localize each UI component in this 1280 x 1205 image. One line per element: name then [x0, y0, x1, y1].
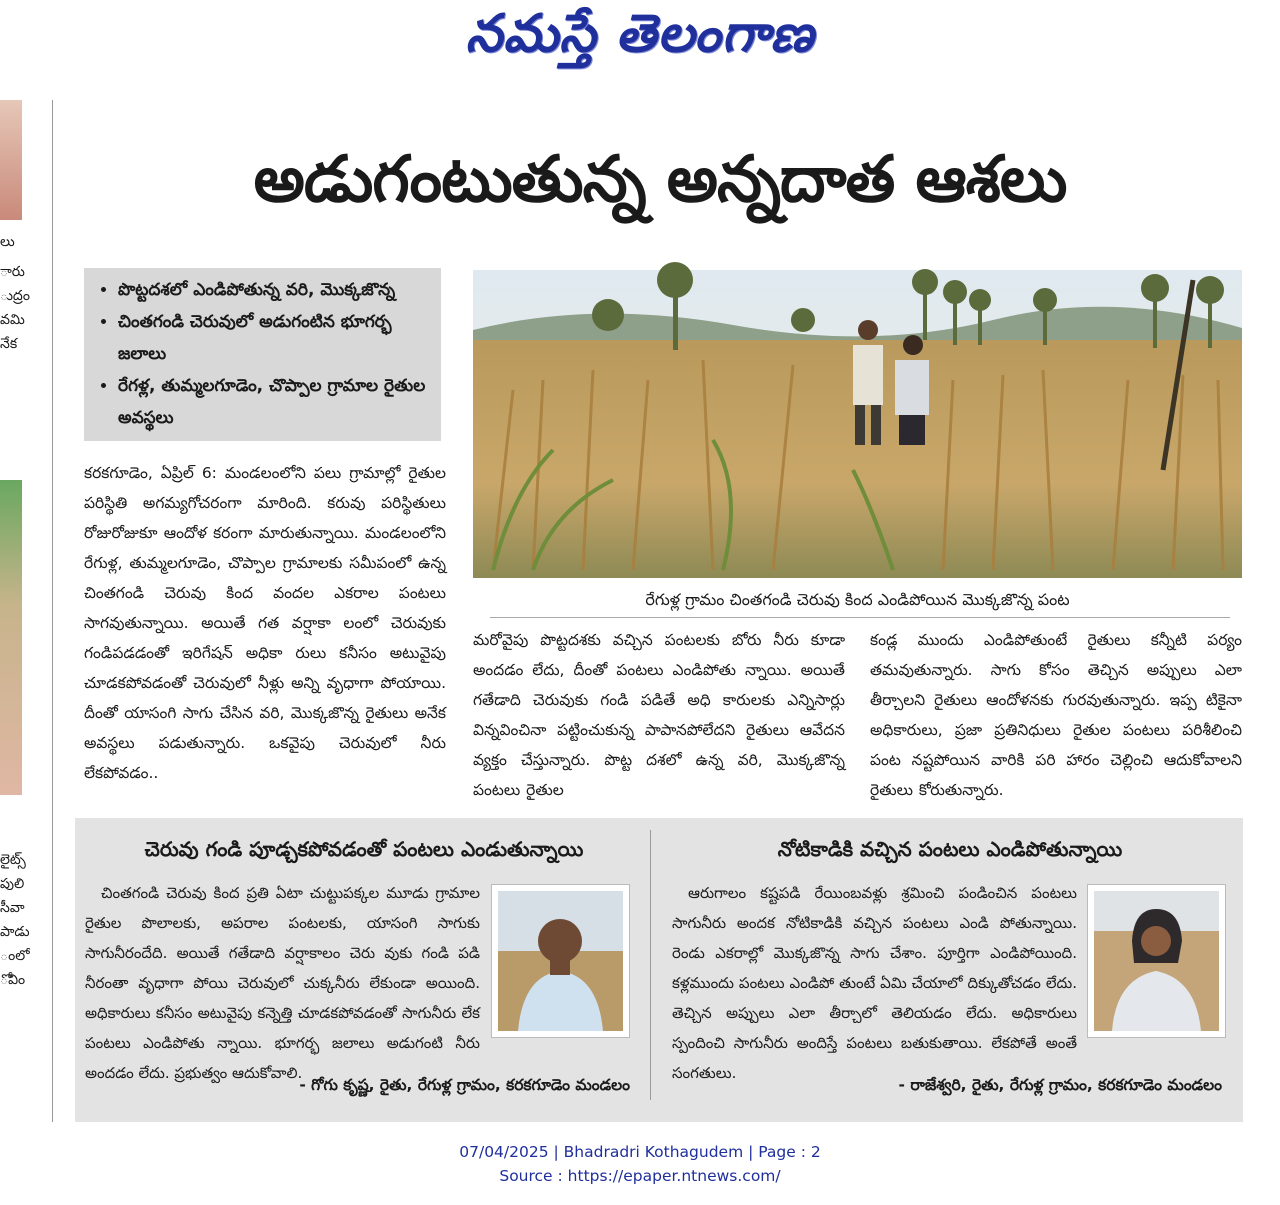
article-column-1: కరకగూడెం, ఏప్రిల్ 6: మండలంలోని పలు గ్రామాల్లో రైతుల పరిస్థితి అగమ్యగోచరంగా మారింది. కరువు పరిస్థితులు రోజురోజుకూ ఆందోళ కరంగా మారుతున్నాయి. మండలంలోని రేగుళ్ల, తుమ్మలగూడెం, చొప్పాల గ్రామాలకు సమీపంలో ఉన్న చింతగండి చెరువు కింద వందల ఎకరాల పంటలు సాగవుతున్నాయి. అయితే గత వర్షాకా లంలో చెరువుకు గండిపడడంతో ఇరిగేషన్ అధికా రులు కనీసం అటువైపు చూడకపోవడంతో చెరువులో నీళ్లు అన్ని వృధాగా పోయాయి. దీంతో యాసంగి సాగు చేసిన వరి, మొక్కజొన్న రైతులు అనేక అవస్థలు పడుతున్నారు. ఒకవైపు చెరువులో నీరు లేకపోవడం..	[84, 464, 446, 782]
quote-2-signature: - రాజేశ్వరి, రైతు, రేగుళ్ల గ్రామం, కరకగూడెం మండలం	[898, 1076, 1222, 1094]
previous-text-bottom	[0, 848, 30, 992]
quote-1-text-top: చింతగండి చెరువు కింద ప్రతి ఏటా చుట్టుపక్కల మూడు గ్రామాల రైతుల పొలాలకు, అపరాల పంటలకు, యాసంగి సాగుకు సాగునీరందేది. అయితే గతేడాది వర్షాకాలం చెరు వుకు గండి పడి నీరంతా వృధాగా పోయి చెరువులో చుక్కనీరు లేకుండా అయింది. అధికారులు కనీసం అటువైపు కన్నెత్తి చూడకపోవడంతో సాగునీరు లేక పంటలు ఎండిపోతు న్నాయి. భూగర్భ జలాలు అడుగంటి నీరు అందడం లేదు. ప్రభుత్వం ఆదుకోవాలి.	[85, 884, 480, 1082]
caption-rule	[490, 617, 1230, 618]
prev-line: పాడు	[0, 924, 30, 940]
prev-line: లు	[0, 234, 15, 250]
prev-line: వమి	[0, 312, 25, 328]
highlights-box	[84, 268, 441, 441]
quote-2-text: ఆరుగాలం కష్టపడి రేయింబవళ్లు శ్రమించి పండించిన పంటలు సాగునీరు అందక నోటికాడికి వచ్చిన పంటలు ఎండి పోతున్నాయి. రెండు ఎకరాల్లో మొక్కజొన్న సాగు చేశాం. పూర్తిగా ఎండిపోయింది. కళ్లముందు పంటలు ఎండిపో తుంటే ఏమి చేయాలో దిక్కుతోచడం లేదు. తెచ్చిన అప్పులు ఎలా తీర్చాలో తెలియడం లేదు. అధికారులు స్పందించి సాగునీరు అందిస్తే పంటలు బతుకుతాయి. లేకపోతే అంతే సంగతులు.	[672, 884, 1077, 1082]
previous-photo-fragment	[0, 100, 22, 220]
prev-line: ోవిం	[0, 972, 26, 988]
prev-line: పులి	[0, 876, 25, 892]
field-illustration	[473, 270, 1242, 578]
footer-edition-line: 07/04/2025 | Bhadradri Kothagudem | Page : 2	[459, 1143, 821, 1161]
dried-maize-field-photo	[473, 270, 1242, 578]
quote-1-title: చెరువు గండి పూడ్చకపోవడంతో పంటలు ఎండుతున్నాయి	[144, 837, 584, 861]
quote-1-signature: - గోగు కృష్ణ, రైతు, రేగుళ్ల గ్రామం, కరకగూడెం మండలం	[299, 1076, 630, 1094]
footer-source-line: Source : https://epaper.ntnews.com/	[499, 1167, 781, 1185]
portrait-illustration	[498, 891, 623, 1031]
prev-line: లైట్స్	[0, 852, 26, 868]
quote-2-title: నోటికాడికి వచ్చిన పంటలు ఎండిపోతున్నాయి	[777, 837, 1123, 861]
farmer-portrait-2	[1088, 885, 1225, 1037]
prev-line: నేక	[0, 336, 18, 352]
highlight-item: • పొట్టదశలో ఎండిపోతున్న వరి, మొక్కజొన్న	[118, 274, 431, 306]
quote-divider	[650, 830, 651, 1100]
page-footer	[0, 1140, 1280, 1188]
masthead-title: నమస్తే తెలంగాణ	[465, 3, 815, 64]
prev-line: ంలో	[0, 948, 30, 964]
column-rule	[52, 100, 53, 1122]
prev-line: ారు	[0, 264, 25, 280]
highlight-item: • చింతగండి చెరువులో అడుగంటిన భూగర్భ జలాలు	[118, 306, 431, 370]
prev-line: సీవా	[0, 900, 25, 916]
farmer-portrait-1	[492, 885, 629, 1037]
article-column-3: కండ్ల ముందు ఎండిపోతుంటే రైతులు కన్నీటి పర్యం తమవుతున్నారు. సాగు కోసం తెచ్చిన అప్పులు ఎలా తీర్చాలని రైతులు ఆందోళనకు గురవుతున్నారు. ఇప్ప టికైనా అధికారులు, ప్రజా ప్రతినిధులు రైతుల పంటలు పరిశీలించి పంట నష్టపోయిన వారికి పరి హారం చెల్లించి ఆదుకోవాలని రైతులు కోరుతున్నారు.	[870, 631, 1242, 799]
previous-text-top	[0, 230, 30, 356]
highlight-item: • రేగళ్ల, తుమ్మలగూడెం, చొప్పాల గ్రామాల రైతుల అవస్థలు	[118, 370, 431, 434]
article-headline: అడుగంటుతున్న అన్నదాత ఆశలు	[253, 143, 1067, 217]
prev-line: ుద్రం	[0, 288, 30, 304]
masthead	[0, 0, 1280, 80]
article-column-2: మరోవైపు పొట్టదశకు వచ్చిన పంటలకు బోరు నీరు కూడా అందడం లేదు, దీంతో పంటలు ఎండిపోతు న్నాయి. అయితే గతేడాది చెరువుకు గండి పడితే అధి కారులకు ఎన్నిసార్లు విన్నవించినా పట్టించుకున్న పాపానపోలేదని రైతులు ఆవేదన వ్యక్తం చేస్తున్నారు. పొట్ట దశలో ఉన్న వరి, మొక్కజొన్న పంటలు రైతుల	[473, 631, 845, 799]
photo-caption: రేగుళ్ల గ్రామం చింతగండి చెరువు కింద ఎండిపోయిన మొక్కజొన్న పంట	[645, 590, 1070, 609]
portrait-illustration	[1094, 891, 1219, 1031]
previous-photo-fragment	[0, 480, 22, 795]
previous-column-fragment	[0, 100, 30, 1120]
